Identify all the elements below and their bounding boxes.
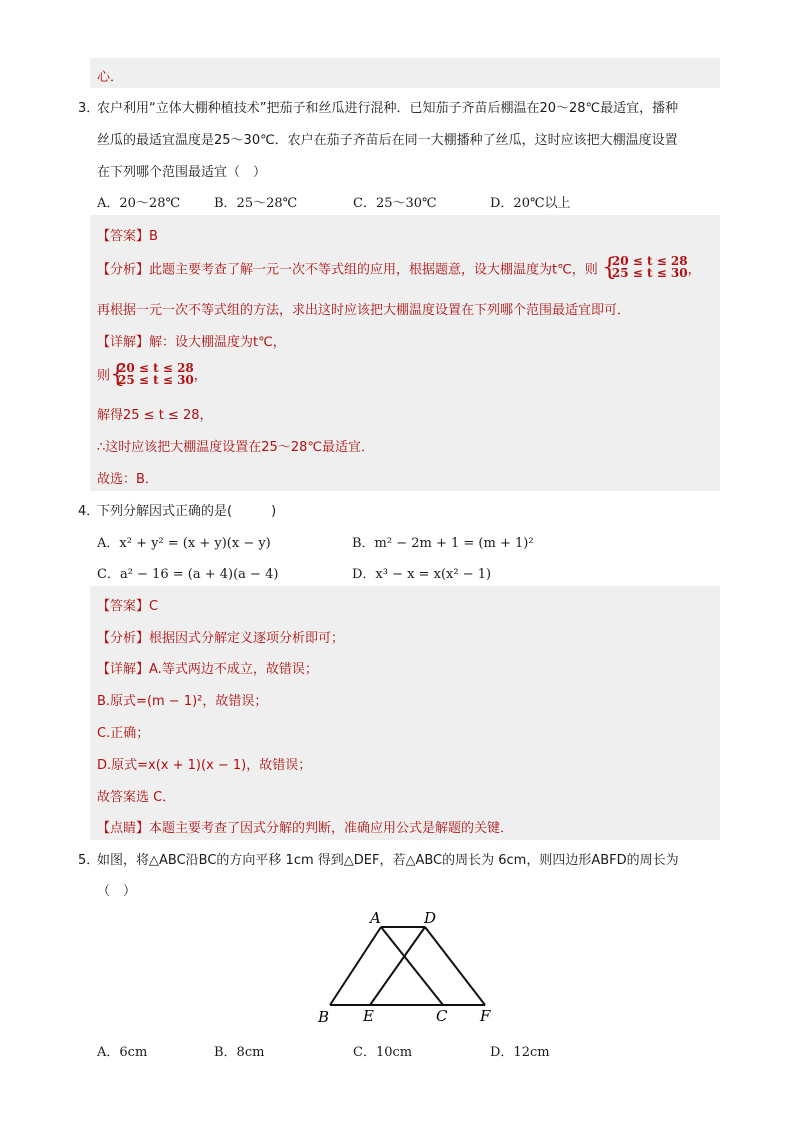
label-A: A	[370, 909, 381, 927]
q3-stem-line1: 农户利用“立体大棚种植技术”把茄子和丝瓜进行混种．已知茄子齐苗后棚温在20～28℃最适宜，播种	[97, 101, 679, 116]
q4-stem: 下列分解因式正确的是( )	[97, 504, 277, 519]
q4-detail	[97, 658, 318, 677]
q3-number: 3．	[78, 101, 100, 116]
q4-analysis-text: 根据因式分解定义逐项分析即可；	[149, 631, 345, 646]
q3-detail-tag: 【详解】	[97, 335, 150, 350]
q4-number: 4．	[78, 504, 100, 519]
q3-analysis	[97, 253, 701, 282]
q5-stem-line2: （ ）	[97, 884, 137, 899]
q3-detail-conclusion: ∴这时应该把大棚温度设置在25～28℃最适宜．	[97, 440, 374, 455]
q3-analysis-line2: 再根据一元一次不等式组的方法，求出这时应该把大棚温度设置在下列哪个范围最适宜即可．	[97, 303, 631, 318]
q4-detail-a: A.等式两边不成立，故错误；	[149, 662, 318, 677]
label-B: B	[318, 1008, 330, 1026]
q4-option-b[interactable]: B．m² − 2m + 1 = (m + 1)²	[352, 536, 534, 551]
q4-choose: 故答案选 C．	[97, 790, 176, 805]
q3-stem-line2: 丝瓜的最适宜温度是25～30℃．农户在茄子齐苗后在同一大棚播种了丝瓜，这时应该把大棚温度设置	[97, 133, 678, 148]
q3-option-b[interactable]: B．25～28℃	[214, 196, 298, 211]
q3-detail-solve: 解得25 ≤ t ≤ 28，	[97, 408, 213, 423]
label-F: F	[480, 1007, 491, 1025]
q3-analysis-system: { 20 ≤ t ≤ 28 25 ≤ t ≤ 30	[601, 253, 688, 281]
q4-detail-b: B.原式=(m − 1)²，故错误；	[97, 694, 268, 709]
q5-option-c[interactable]: C．10cm	[353, 1045, 413, 1060]
q3-analysis-sys-line2: 25 ≤ t ≤ 30	[611, 266, 688, 280]
q3-detail-sys-line1: 20 ≤ t ≤ 28	[118, 361, 194, 375]
q4-detail-c: C.正确；	[97, 726, 150, 741]
solution-panel-q4	[90, 586, 720, 840]
q4-detail-d: D.原式=x(x + 1)(x − 1)，故错误；	[97, 758, 312, 773]
q3-detail-then: 则	[97, 368, 111, 384]
q4-analysis	[97, 627, 344, 646]
q3-option-a[interactable]: A．20～28℃	[97, 196, 181, 211]
q3-analysis-text: 此题主要考查了解一元一次不等式组的应用，根据题意，设大棚温度为t℃，则	[149, 262, 598, 278]
q4-option-c[interactable]: C．a² − 16 = (a + 4)(a − 4)	[97, 567, 279, 582]
q4-comment-text: 本题主要考查了因式分解的判断，准确应用公式是解题的关键．	[149, 821, 514, 836]
q4-comment-tag: 【点睛】	[97, 821, 150, 836]
q3-option-c[interactable]: C．25～30℃	[353, 196, 437, 211]
solution-panel-top	[90, 58, 720, 88]
q3-analysis-comma: ，	[687, 262, 701, 278]
q4-answer: 【答案】C	[97, 599, 159, 614]
label-D: D	[424, 909, 437, 927]
q3-stem-line3: 在下列哪个范围最适宜（ ）	[97, 165, 267, 180]
q5-option-a[interactable]: A．6cm	[97, 1045, 148, 1060]
q5-option-d[interactable]: D．12cm	[490, 1045, 550, 1060]
q3-analysis-tag: 【分析】	[97, 262, 150, 278]
q5-figure-trapezoid	[310, 905, 510, 1030]
q3-detail-system: { 20 ≤ t ≤ 28 25 ≤ t ≤ 30	[110, 360, 194, 388]
q3-detail-system-row	[97, 362, 207, 386]
q5-number: 5．	[78, 853, 100, 868]
label-E: E	[363, 1007, 374, 1025]
q3-choose: 故选：B．	[97, 472, 158, 487]
q5-stem-line1: 如图，将△ABC沿BC的方向平移 1cm 得到△DEF，若△ABC的周长为 6cm，则四边形ABFD的周长为	[97, 853, 679, 868]
top-fragment: 心．	[97, 70, 124, 85]
q5-option-b[interactable]: B．8cm	[214, 1045, 265, 1060]
q3-option-d[interactable]: D．20℃以上	[490, 196, 571, 211]
q4-detail-tag: 【详解】	[97, 662, 150, 677]
q4-analysis-tag: 【分析】	[97, 631, 150, 646]
q3-detail-sys-line2: 25 ≤ t ≤ 30	[118, 373, 194, 387]
q3-detail-line1: 解：设大棚温度为t℃，	[149, 335, 286, 350]
q3-detail	[97, 331, 286, 350]
segment-AB	[330, 927, 381, 1005]
q3-answer: 【答案】B	[97, 229, 158, 244]
q4-comment	[97, 817, 513, 836]
q3-detail-comma: ，	[193, 368, 207, 384]
label-C: C	[436, 1007, 448, 1025]
q4-option-d[interactable]: D．x³ − x = x(x² − 1)	[352, 567, 492, 582]
q4-option-a[interactable]: A．x² + y² = (x + y)(x − y)	[97, 536, 271, 551]
segment-DE	[370, 927, 425, 1005]
q3-analysis-sys-line1: 20 ≤ t ≤ 28	[611, 254, 688, 268]
